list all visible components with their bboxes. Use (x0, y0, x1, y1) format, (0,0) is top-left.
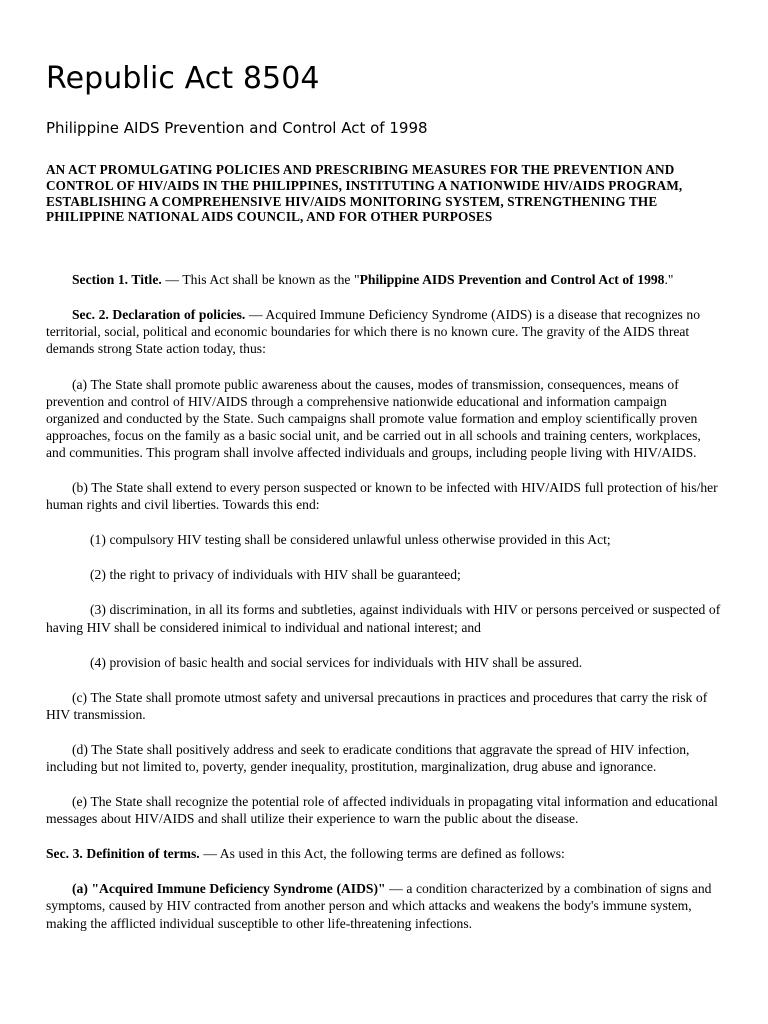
document-body (46, 271, 722, 931)
section-3-paragraph (46, 845, 722, 862)
section-1-dash: — (165, 272, 179, 288)
section-2-paragraph (46, 306, 722, 357)
section-3-definition-a (46, 880, 722, 931)
section-2-item-a: (a) The State shall promote public awareness about the causes, modes of transmission, consequences, means of prevention and control of HIV/AIDS through a comprehensive nationwide educational and information campaign organized and conducted by the State. Such campaigns shall promote value formation and employ scientifically proven approaches, focus on the family as a basic social unit, and be carried out in all schools and training centers, workplaces, and communities. This program shall involve affected individuals and groups, including people living with HIV/AIDS. (46, 376, 701, 460)
section-3-lead-text: As used in this Act, the following terms are defined as follows: (219, 846, 565, 862)
definition-a-label: (a) (72, 881, 88, 897)
section-2-heading: Sec. 2. Declaration of policies. (72, 307, 246, 323)
section-2-item-c: (c) The State shall promote utmost safety and universal precautions in practices and procedures that carry the risk of HIV transmission. (46, 689, 708, 722)
section-1-heading: Section 1. Title. (72, 272, 162, 288)
section-2-item-e: (e) The State shall recognize the potential role of affected individuals in propagating vital information and educational messages about HIV/AIDS and shall utilize their experience to warn the public about the disease. (46, 794, 718, 827)
section-2-subitem-1: (1) compulsory HIV testing shall be considered unlawful unless otherwise provided in this Act; (90, 532, 611, 548)
section-2-subitem-4: (4) provision of basic health and social services for individuals with HIV shall be assured. (90, 654, 583, 670)
definition-a-text: a condition characterized by a combination of signs and symptoms, caused by HIV contracted from another person and which attacks and weakens the body's immune system, making the afflicted individual susceptible to other life-threatening infections. (46, 881, 712, 931)
page-title: Republic Act 8504 (46, 61, 320, 96)
section-1-text-after: ." (664, 272, 674, 288)
section-3-heading: Sec. 3. Definition of terms. (46, 846, 200, 862)
section-2-item-b: (b) The State shall extend to every person suspected or known to be infected with HIV/AIDS full protection of his/her human rights and civil liberties. Towards this end: (46, 480, 718, 513)
section-1-paragraph (46, 271, 722, 288)
definition-a-term: "Acquired Immune Deficiency Syndrome (AIDS)" (91, 881, 386, 897)
definition-a-dash: — (389, 881, 403, 897)
section-1-quoted-title: Philippine AIDS Prevention and Control Act of 1998 (359, 272, 665, 288)
document-long-title: AN ACT PROMULGATING POLICIES AND PRESCRIBING MEASURES FOR THE PREVENTION AND CONTROL OF HIV/AIDS IN THE PHILIPPINES, INSTITUTING A NATIONWIDE HIV/AIDS PROGRAM, ESTABLISHING A COMPREHENSIVE HIV/AIDS MONITORING SYSTEM, STRENGTHENING THE PHILIPPINE NATIONAL AIDS COUNCIL, AND FOR OTHER PURPOSES (46, 162, 683, 225)
section-2-lead-text: Acquired Immune Deficiency Syndrome (AIDS) is a disease that recognizes no territorial, social, political and economic boundaries for which there is no known cure. The gravity of the AIDS threat demands strong State action today, thus: (46, 307, 701, 357)
section-2-dash: — (248, 307, 263, 323)
section-2-item-d: (d) The State shall positively address and seek to eradicate conditions that aggravate the spread of HIV infection, including but not limited to, poverty, gender inequality, prostitution, marginalization, drug abuse and ignorance. (46, 741, 690, 774)
section-2-subitem-2: (2) the right to privacy of individuals with HIV shall be guaranteed; (90, 567, 461, 583)
document-subtitle: Philippine AIDS Prevention and Control Act of 1998 (46, 119, 428, 137)
section-2-subitem-3: (3) discrimination, in all its forms and subtleties, against individuals with HIV or persons perceived or suspected of having HIV shall be considered inimical to individual and national interest; and (46, 602, 721, 635)
section-3-dash: — (203, 846, 217, 862)
section-1-text-before: This Act shall be known as the " (182, 272, 360, 288)
